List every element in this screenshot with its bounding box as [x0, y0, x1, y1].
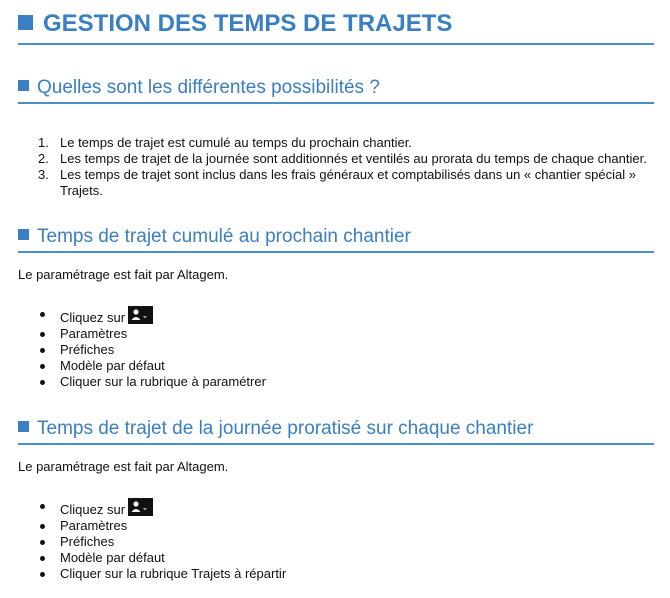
square-bullet-icon [18, 80, 29, 91]
section-heading-possibilites: Quelles sont les différentes possibilités ? [18, 76, 654, 104]
square-bullet-icon [18, 15, 33, 30]
list-item: Paramètres [38, 518, 638, 534]
list-item: Paramètres [38, 326, 638, 342]
section-heading-proratise: Temps de trajet de la journée proratisé sur chaque chantier [18, 417, 654, 445]
options-list [38, 135, 658, 199]
list-item: Préfiches [38, 534, 638, 550]
user-dropdown-icon[interactable] [128, 498, 153, 516]
list-item: 3. Les temps de trajet sont inclus dans les frais généraux et comptabilisés dans un « chantier spécial » Trajets. [38, 167, 636, 198]
section-heading-cumule: Temps de trajet cumulé au prochain chantier [18, 225, 654, 253]
section2-intro: Le paramétrage est fait par Altagem. [18, 267, 229, 282]
section3-intro: Le paramétrage est fait par Altagem. [18, 459, 229, 474]
page-title: GESTION DES TEMPS DE TRAJETS [18, 9, 654, 45]
list-item: Modèle par défaut [38, 358, 638, 374]
list-item: Préfiches [38, 342, 638, 358]
list-item: 2. Les temps de trajet de la journée sont additionnés et ventilés au prorata du temps de chaque chantier. [38, 151, 647, 166]
list-item: Cliquez sur [38, 306, 638, 326]
list-item: Cliquez sur [38, 498, 638, 518]
list-item: Cliquer sur la rubrique à paramétrer [38, 374, 638, 390]
section3-steps [38, 498, 638, 582]
user-dropdown-icon[interactable] [128, 306, 153, 324]
list-item: 1. Le temps de trajet est cumulé au temps du prochain chantier. [38, 135, 412, 150]
square-bullet-icon [18, 421, 29, 432]
list-item: Cliquer sur la rubrique Trajets à répartir [38, 566, 638, 582]
square-bullet-icon [18, 229, 29, 240]
list-item: Modèle par défaut [38, 550, 638, 566]
section2-steps [38, 306, 638, 390]
